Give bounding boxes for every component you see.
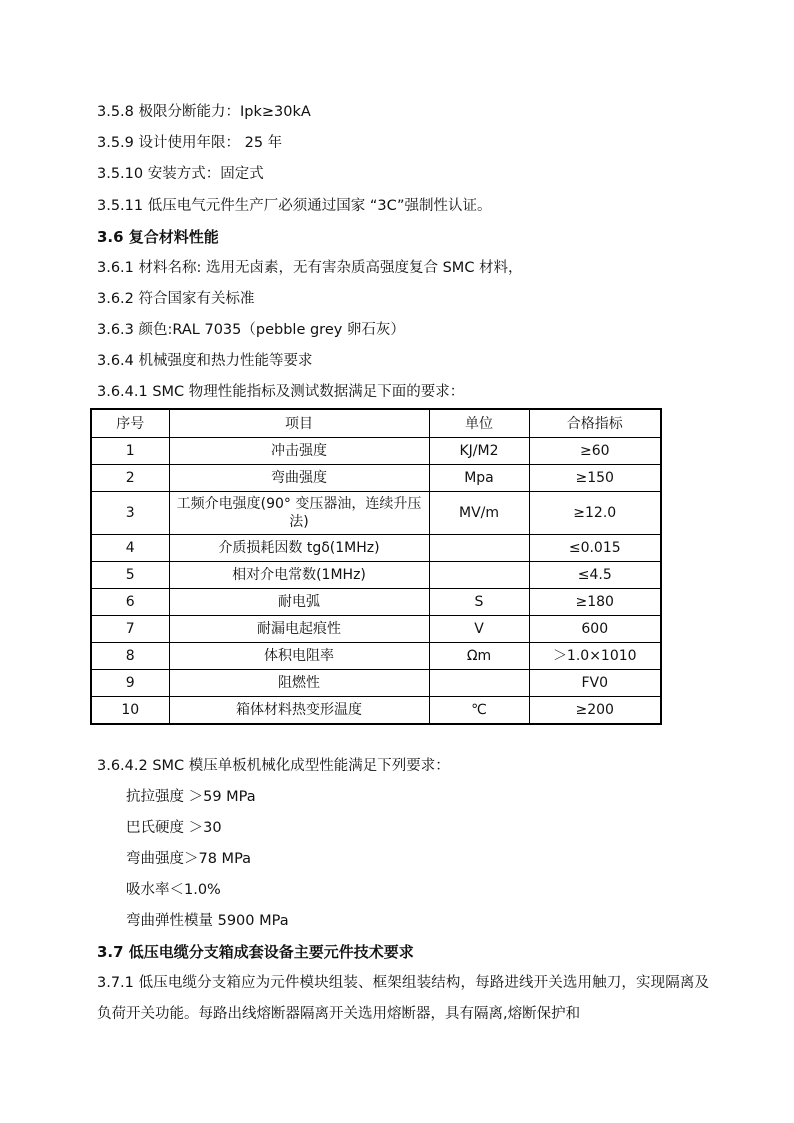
cell-item: 相对介电常数(1MHz) (169, 562, 429, 589)
section-heading-3-7: 3.7 低压电缆分支箱成套设备主要元件技术要求 (97, 943, 414, 961)
clause-3-6-4: 3.6.4 机械强度和热力性能等要求 (97, 353, 313, 369)
column-header-spec: 合格指标 (529, 409, 661, 438)
property-flexural-strength: 弯曲强度＞78 MPa (126, 851, 252, 867)
cell-spec: ≥200 (529, 697, 661, 725)
column-header-index: 序号 (91, 409, 169, 438)
cell-unit: Mpa (429, 465, 529, 492)
cell-unit: ℃ (429, 697, 529, 725)
table-row (91, 465, 661, 492)
clause-3-5-8: 3.5.8 极限分断能力：Ipk≥30kA (97, 104, 311, 120)
cell-spec: ≤0.015 (529, 535, 661, 562)
cell-unit: S (429, 589, 529, 616)
table-row (91, 697, 661, 725)
cell-index: 8 (91, 643, 169, 670)
cell-index: 6 (91, 589, 169, 616)
cell-item: 阻燃性 (169, 670, 429, 697)
table-row (91, 643, 661, 670)
cell-unit: KJ/M2 (429, 438, 529, 465)
clause-3-7-1: 3.7.1 低压电缆分支箱应为元件模块组装、框架组装结构，每路进线开关选用触刀，实现隔离及负荷开关功能。每路出线熔断器隔离开关选用熔断器，具有隔离,熔断保护和 (97, 975, 709, 1022)
smc-properties-table (90, 408, 662, 725)
cell-spec: ≥12.0 (529, 492, 661, 535)
clause-3-6-3: 3.6.3 颜色:RAL 7035（pebble grey 卵石灰） (97, 322, 405, 338)
cell-spec: FV0 (529, 670, 661, 697)
clause-3-5-9: 3.5.9 设计使用年限： 25 年 (97, 135, 283, 151)
cell-item: 耐漏电起痕性 (169, 616, 429, 643)
cell-item: 工频介电强度(90° 变压器油，连续升压法) (169, 492, 429, 535)
cell-spec: ≥180 (529, 589, 661, 616)
clause-3-5-11: 3.5.11 低压电气元件生产厂必须通过国家 “3C”强制性认证。 (97, 198, 492, 214)
property-tensile-strength: 抗拉强度 ＞59 MPa (126, 789, 256, 805)
cell-item: 弯曲强度 (169, 465, 429, 492)
cell-unit (429, 535, 529, 562)
cell-spec: ＞1.0×1010 (529, 643, 661, 670)
cell-spec: ≥150 (529, 465, 661, 492)
cell-unit: Ωm (429, 643, 529, 670)
cell-index: 4 (91, 535, 169, 562)
section-heading-3-6: 3.6 复合材料性能 (97, 228, 219, 246)
property-barcol-hardness: 巴氏硬度 ＞30 (126, 820, 222, 836)
cell-index: 7 (91, 616, 169, 643)
cell-unit: MV/m (429, 492, 529, 535)
cell-item: 冲击强度 (169, 438, 429, 465)
cell-index: 10 (91, 697, 169, 725)
table-row (91, 589, 661, 616)
cell-index: 3 (91, 492, 169, 535)
cell-spec: 600 (529, 616, 661, 643)
clause-3-6-4-1: 3.6.4.1 SMC 物理性能指标及测试数据满足下面的要求： (97, 384, 465, 400)
clause-3-6-1: 3.6.1 材料名称: 选用无卤素，无有害杂质高强度复合 SMC 材料， (97, 260, 523, 276)
column-header-unit: 单位 (429, 409, 529, 438)
cell-item: 介质损耗因数 tgδ(1MHz) (169, 535, 429, 562)
table-row (91, 562, 661, 589)
table-row (91, 670, 661, 697)
cell-index: 1 (91, 438, 169, 465)
cell-item: 箱体材料热变形温度 (169, 697, 429, 725)
cell-item: 体积电阻率 (169, 643, 429, 670)
cell-unit: V (429, 616, 529, 643)
table-row (91, 492, 661, 535)
clause-3-6-2: 3.6.2 符合国家有关标准 (97, 291, 255, 307)
cell-unit (429, 562, 529, 589)
cell-index: 2 (91, 465, 169, 492)
table-row (91, 535, 661, 562)
property-flexural-modulus: 弯曲弹性模量 5900 MPa (126, 913, 289, 929)
cell-index: 5 (91, 562, 169, 589)
cell-index: 9 (91, 670, 169, 697)
column-header-item: 项目 (169, 409, 429, 438)
cell-item: 耐电弧 (169, 589, 429, 616)
cell-spec: ≥60 (529, 438, 661, 465)
clause-3-6-4-2: 3.6.4.2 SMC 模压单板机械化成型性能满足下列要求： (97, 758, 450, 774)
cell-spec: ≤4.5 (529, 562, 661, 589)
cell-unit (429, 670, 529, 697)
table-row (91, 438, 661, 465)
table-header-row (91, 409, 661, 438)
table-row (91, 616, 661, 643)
clause-3-5-10: 3.5.10 安装方式：固定式 (97, 166, 264, 182)
property-water-absorption: 吸水率＜1.0% (126, 882, 221, 898)
